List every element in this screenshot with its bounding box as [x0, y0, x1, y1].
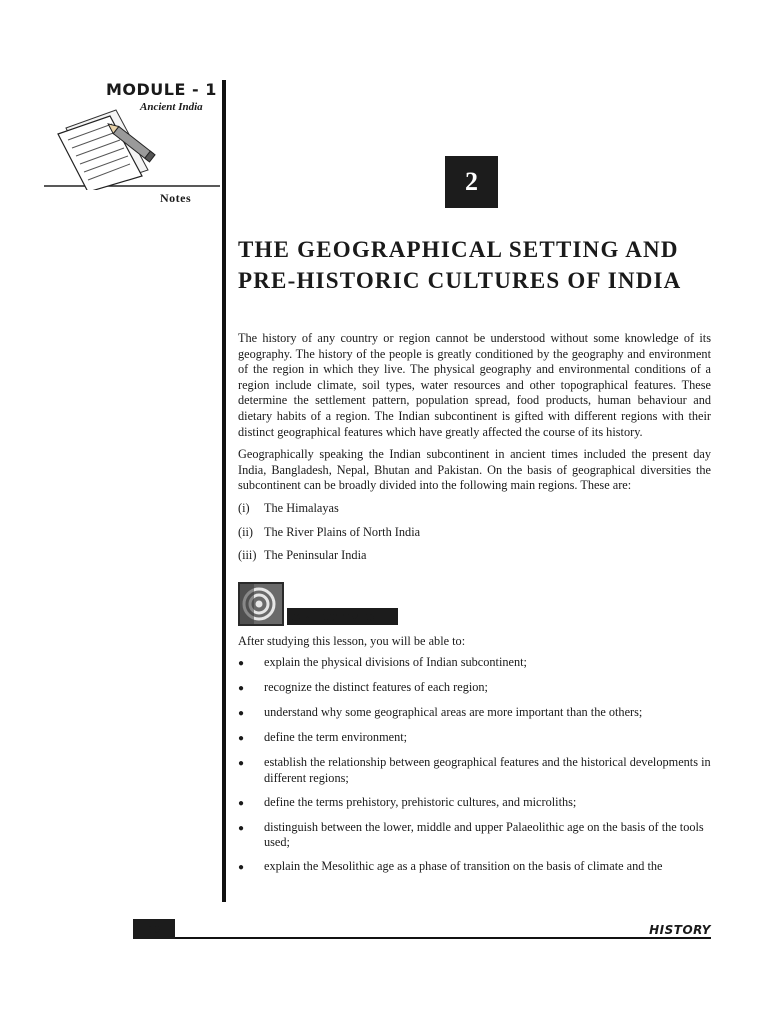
list-item-label: distinguish between the lower, middle and upper Palaeolithic age on the basis of the tools used; [264, 819, 704, 850]
regions-list [238, 501, 711, 564]
page-number: 10 [148, 922, 160, 936]
list-item [238, 525, 711, 541]
intro-paragraph-2: Geographically speaking the Indian subcontinent in ancient times included the present day India, Bangladesh, Nepal, Bhutan and Pakistan. On the basis of geographical diversities the subcontinent can be broadly divided into the following main regions. These are: [238, 447, 711, 493]
list-item [238, 655, 711, 672]
module-label: MODULE - 1 [106, 80, 217, 99]
objectives-target-icon [238, 582, 284, 626]
chapter-title-line-2: PRE-HISTORIC CULTURES OF INDIA [238, 268, 682, 293]
list-item [238, 730, 711, 747]
list-item-label: define the term environment; [264, 730, 408, 745]
module-subtitle: Ancient India [140, 101, 203, 113]
bullet-icon: ● [238, 733, 245, 745]
notes-label: Notes [160, 191, 192, 205]
list-item [238, 859, 711, 876]
margin-divider [222, 80, 226, 902]
objectives-intro: After studying this lesson, you will be able to: [238, 633, 466, 648]
bullet-icon: ● [238, 758, 245, 770]
list-item-label: The River Plains of North India [264, 524, 421, 539]
list-item [238, 548, 711, 564]
list-item-label: recognize the distinct features of each region; [264, 680, 488, 695]
page-number-box [133, 919, 175, 939]
bullet-icon: ● [238, 822, 245, 834]
bullet-icon: ● [238, 797, 245, 809]
objectives-heading: OBJECTIVES [287, 608, 398, 625]
list-item-label: explain the physical divisions of Indian subcontinent; [264, 655, 527, 670]
list-item-label: establish the relationship between geographical features and the historical developments in different regions; [264, 755, 711, 785]
list-item [238, 680, 711, 697]
list-item [238, 755, 711, 786]
footer-rule [175, 937, 711, 939]
chapter-number: 2 [465, 167, 478, 196]
objectives-list [238, 655, 711, 875]
objectives-header [238, 582, 711, 628]
list-item-number: (iii) [238, 548, 257, 563]
list-item [238, 501, 711, 517]
list-item [238, 705, 711, 722]
intro-paragraph-1: The history of any country or region cannot be understood without some knowledge of its geography. The history of the people is greatly conditioned by the geography and environment of the region in which they live. The physical geography and environmental conditions of a region include climate, soil types, water resources and other topographical features. These determine the settlement pattern, population spread, food products, human behaviour and dietary habits of a region. The Indian subcontinent is gifted with different regions with their distinct geographical features which have greatly affected the course of its history. [238, 331, 711, 439]
bullet-icon: ● [238, 708, 245, 720]
list-item-label: explain the Mesolithic age as a phase of transition on the basis of climate and the [264, 858, 663, 873]
bullet-icon: ● [238, 861, 245, 873]
main-content [238, 331, 711, 884]
list-item-number: (i) [238, 500, 250, 515]
list-item-label: understand why some geographical areas are more important than the others; [264, 705, 643, 720]
list-item-label: The Peninsular India [264, 548, 367, 563]
chapter-title [238, 234, 718, 296]
chapter-number-badge [445, 156, 498, 208]
bullet-icon: ● [238, 683, 245, 695]
footer-subject-label: HISTORY [649, 923, 711, 937]
list-item [238, 795, 711, 812]
list-item-label: The Himalayas [264, 500, 339, 515]
chapter-title-line-1: THE GEOGRAPHICAL SETTING AND [238, 237, 679, 262]
list-item-label: define the terms prehistory, prehistoric cultures, and microliths; [264, 794, 577, 809]
list-item-number: (ii) [238, 524, 254, 539]
notes-paper-pencil-icon [44, 106, 220, 190]
list-item [238, 820, 711, 851]
bullet-icon: ● [238, 658, 245, 670]
